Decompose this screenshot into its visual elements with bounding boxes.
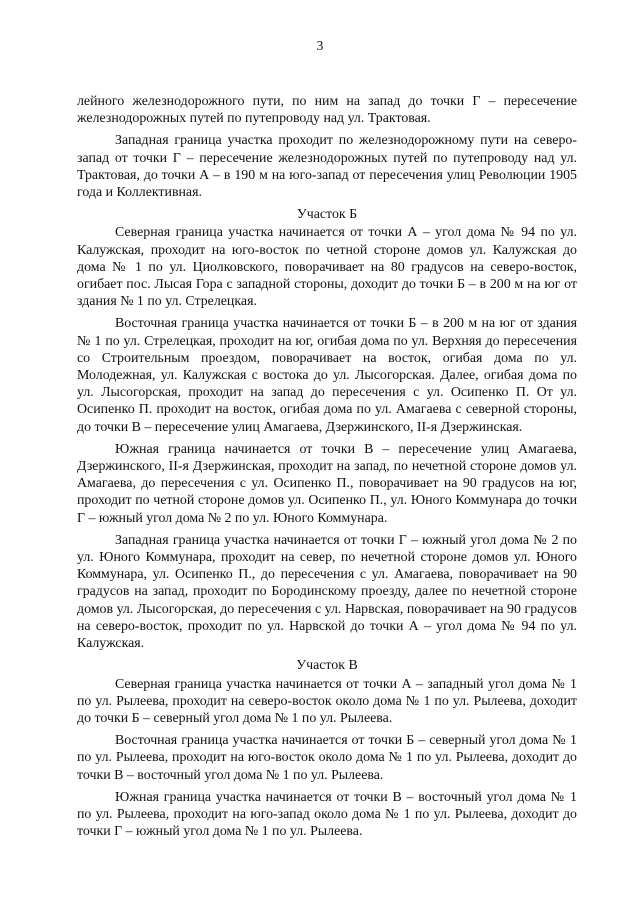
paragraph-west-border-a: Западная граница участка проходит по железнодорожному пути на северо-запад от точки Г – пересечение железнодорожных путей по путепроводу над ул. Трактовая, до точки А – в 190 м на юго-запад от пересечения улиц Революции 1905 года и Коллективная. — [77, 133, 577, 201]
paragraph-south-border-v: Южная граница участка начинается от точки В – восточный угол дома № 1 по ул. Рылеева, проходит на юго-запад около дома № 1 по ул. Рылеева, доходит до точки Г – южный угол дома № 1 по ул. Рылеева. — [77, 789, 577, 840]
paragraph-east-border-b: Восточная граница участка начинается от точки Б – в 200 м на юг от здания № 1 по ул. Стрелецкая, проходит на юг, огибая дома по ул. Верхняя до пересечения со Строительным проездом, поворачивает на восток, огибая дома по ул. Молодежная, ул. Калужская с востока до ул. Лысогорская. Далее, огибая дома по ул. Лысогорская, проходит на запад до пересечения с ул. Осипенко П. От ул. Осипенко П. проходит на восток, огибая дома по ул. Амагаева с северной стороны, до точки В – пересечение улиц Амагаева, Дзержинского, II-я Дзержинская. — [77, 316, 577, 435]
section-heading-b: Участок Б — [296, 207, 358, 223]
paragraph-north-border-b: Северная граница участка начинается от точки А – угол дома № 94 по ул. Калужская, проходит на юго-восток по четной стороне домов ул. Калужская до дома № 1 по ул. Циолковского, поворачивает на 80 градусов на северо-восток, огибает пос. Лысая Гора с западной стороны, доходит до точки Б – в 200 м на юг от здания № 1 по ул. Стрелецкая. — [77, 225, 577, 310]
page-number: 3 — [316, 38, 324, 53]
document-body — [77, 93, 577, 845]
paragraph-north-border-v: Северная граница участка начинается от точки А – западный угол дома № 1 по ул. Рылеева, проходит на северо-восток около дома № 1 по ул. Рылеева, доходит до точки Б – северный угол дома № 1 по ул. Рылеева. — [77, 676, 577, 726]
paragraph-east-border-v: Восточная граница участка начинается от точки Б – северный угол дома № 1 по ул. Рылеева, проходит на юго-восток около дома № 1 по ул. Рылеева, доходит до точки В – восточный угол дома № 1 по ул. Рылеева. — [77, 733, 577, 783]
paragraph-west-border-b: Западная граница участка начинается от точки Г – южный угол дома № 2 по ул. Юного Коммунара, проходит на север, по нечетной стороне домов ул. Юного Коммунара, ул. Осипенко П., до пересечения с ул. Амагаева, поворачивает на 90 градусов на запад, проходит по Бородинскому проезду, далее по нечетной стороне домов ул. Лысогорская, до пересечения с ул. Нарвская, поворачивает на 90 градусов на северо-восток, проходит по ул. Нарвской до точки А – угол дома № 94 по ул. Калужская. — [77, 532, 577, 652]
section-heading-v: Участок В — [296, 658, 358, 674]
paragraph-continuation: лейного железнодорожного пути, по ним на запад до точки Г – пересечение железнодорожных путей по путепроводу над ул. Трактовая. — [77, 94, 577, 127]
paragraph-south-border-b: Южная граница начинается от точки В – пересечение улиц Амагаева, Дзержинского, II-я Дзержинская, проходит на запад, по нечетной стороне домов ул. Амагаева, до пересечения с ул. Осипенко П., поворачивает на 90 градусов на юг, проходит по четной стороне домов ул. Осипенко П., ул. Юного Коммунара до точки Г – южный угол дома № 2 по ул. Юного Коммунара. — [77, 441, 577, 526]
